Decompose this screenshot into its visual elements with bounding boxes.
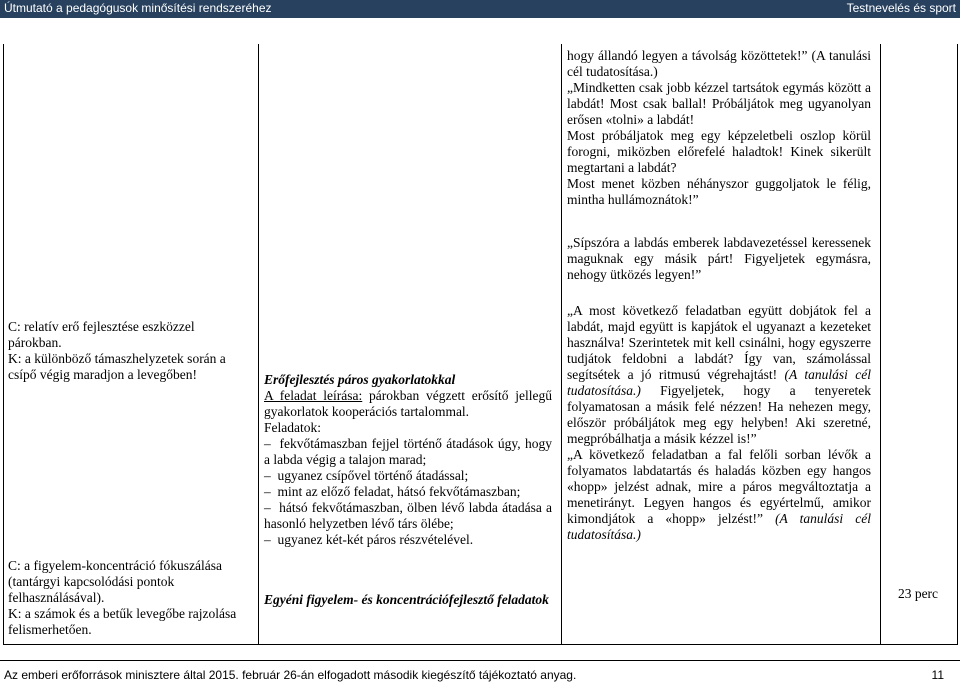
instruction-block-1 bbox=[567, 48, 871, 208]
activity-title: Erőfejlesztés páros gyakorlatokkal bbox=[264, 372, 456, 387]
page-number: 11 bbox=[931, 668, 944, 682]
task-item: – fekvőtámaszban fejjel történő átadások úgy, hogy a labda végig a talajon marad; bbox=[264, 436, 553, 467]
goal-text: C: a figyelem-koncentráció fókuszálása (tantárgyi kapcsolódási pontok felhasználásával). bbox=[8, 558, 223, 605]
learning-goal-note: (A tanulási cél tudatosítása.) bbox=[567, 367, 871, 398]
task-item: – mint az előző feladat, hátsó fekvőtámaszban; bbox=[264, 484, 521, 499]
tasks-label: Feladatok: bbox=[264, 420, 321, 435]
page-header bbox=[0, 0, 960, 18]
instruction-text: hogy állandó legyen a távolság közöttetek!” (A tanulási cél tudatosítása.) bbox=[567, 48, 871, 79]
instruction-text: „A következő feladatban a fal felőli sorban lévők a folyamatos labdatartás és haladás közben egy hangos «hopp» jelzést adnak, mire a páros megváltoztatja a menetirányt. Legyen hangos és egyértelmű, amikor kimondjátok a «hopp» jelzést!” (A tanulási cél tudatosítása.) bbox=[567, 447, 871, 542]
criterion-text: K: a különböző támaszhelyzetek során a csípő végig maradjon a levegőben! bbox=[8, 351, 226, 382]
instruction-text: Most menet közben néhányszor guggoljatok le félig, mintha hullámoznátok!” bbox=[567, 176, 871, 207]
header-left-title: Útmutató a pedagógusok minősítési rendszeréhez bbox=[4, 1, 272, 15]
activity-description bbox=[264, 388, 552, 420]
column-divider bbox=[880, 44, 881, 644]
instruction-text: „Mindketten csak jobb kézzel tartsátok egymás között a labdát! Most csak ballal! Próbáljátok meg ugyanolyan erősen «tolni» a labdát! bbox=[567, 80, 871, 127]
page-footer bbox=[0, 660, 960, 682]
learning-goal-note: (A tanulási cél tudatosítása.) bbox=[567, 511, 871, 542]
instruction-text: Most próbáljatok meg egy képzeletbeli oszlop körül forogni, miközben előrefelé haladtok! Kinek sikerült megtartani a labdát? bbox=[567, 128, 871, 175]
footer-text: Az emberi erőforrások minisztere által 2015. február 26-án elfogadott második kiegészítő tájékoztató anyag. bbox=[4, 668, 577, 682]
task-item: – ugyanez két-két páros részvételével. bbox=[264, 532, 474, 547]
goal-text: C: relatív erő fejlesztése eszközzel párokban. bbox=[8, 319, 195, 350]
header-right-title: Testnevelés és sport bbox=[846, 1, 956, 15]
task-item: – hátsó fekvőtámaszban, ölben lévő labda átadása a hasonló helyzetben lévő társ ölébe; bbox=[264, 500, 552, 531]
goals-block-2 bbox=[8, 558, 248, 638]
column-divider bbox=[561, 44, 562, 644]
task-item: – ugyanez csípővel történő átadással; bbox=[264, 468, 469, 483]
time-allocation: 23 perc bbox=[897, 586, 939, 601]
instruction-block-3 bbox=[567, 303, 871, 543]
description-label: A feladat leírása: bbox=[264, 388, 363, 403]
goals-block-1 bbox=[8, 319, 248, 383]
activity-title-2: Egyéni figyelem- és koncentrációfejlesztő feladatok bbox=[264, 592, 549, 607]
activity-block bbox=[264, 372, 552, 548]
criterion-text: K: a számok és a betűk levegőbe rajzolása felismerhetően. bbox=[8, 606, 237, 637]
column-divider bbox=[258, 44, 259, 644]
instruction-text: „A most következő feladatban együtt dobjátok fel a labdát, majd együtt is kapjátok el ugyanazt a kezeteket használva! Szerintetek mit kell csinálni, hogy egyszerre tudjátok feldobni a labdát? Így van, számolással segítsétek a jó ritmusú végrehajtást! (A tanulási cél tudatosítása.) Figyeljetek, hogy a tenyeretek folyamatosan a másik felé nézzen! Ha nehezen megy, először próbáljátok meg egy helyben! Aki szeretné, megpróbálhatja a másik kézzel is!” bbox=[567, 303, 871, 446]
description-text: párokban végzett erősítő jellegű gyakorlatok kooperációs tartalommal. bbox=[264, 388, 552, 419]
instruction-block-2: „Sípszóra a labdás emberek labdavezetéssel keressenek maguknak egy másik párt! Figyeljetek egymásra, nehogy ütközés legyen!” bbox=[567, 235, 871, 282]
